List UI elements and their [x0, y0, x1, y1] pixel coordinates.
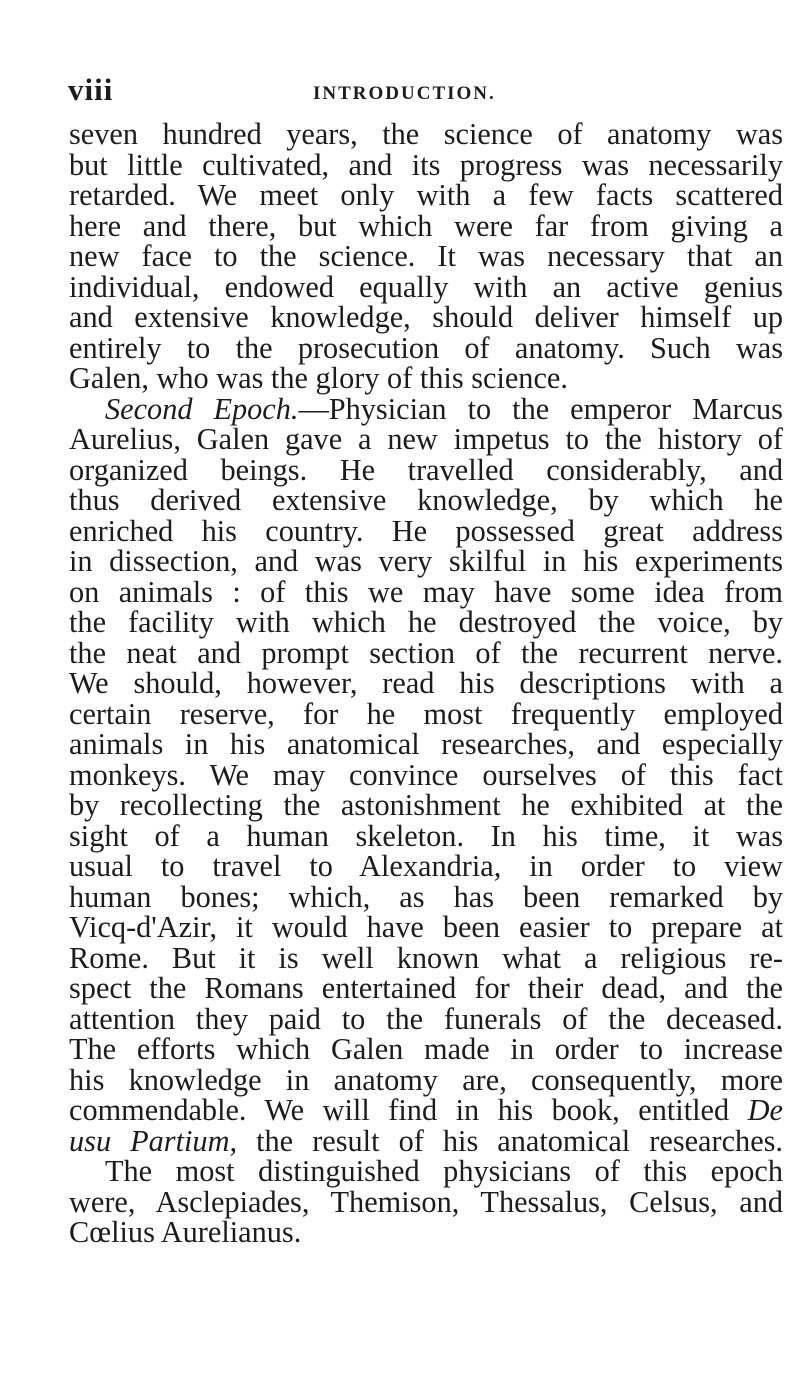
- text-line: [69, 513, 783, 548]
- italic-text: usu Partium,: [69, 1123, 238, 1158]
- line-text: Aurelius, Galen gave a new impetus to the history of: [69, 422, 783, 456]
- body-text: [69, 119, 783, 1248]
- text-line: [69, 1184, 783, 1219]
- text-line: [69, 391, 783, 426]
- text-line: [69, 757, 783, 792]
- text-line: [69, 818, 783, 853]
- line-text: retarded. We meet only with a few facts scattered: [69, 178, 783, 212]
- text-line: [69, 696, 783, 731]
- line-text: seven hundred years, the science of anatomy was: [69, 117, 783, 151]
- text-line: [69, 241, 783, 272]
- line-text: usual to travel to Alexandria, in order to view: [69, 849, 783, 883]
- text-line: [69, 330, 783, 365]
- text-line: [69, 1123, 784, 1158]
- text-line: [69, 302, 783, 333]
- text-line: [69, 790, 783, 821]
- line-text: were, Asclepiades, Themison, Thessalus, Celsus, and: [69, 1184, 783, 1219]
- line-text: and extensive knowledge, should deliver himself up: [69, 300, 783, 334]
- line-text: human bones; which, as has been remarked by: [69, 879, 783, 914]
- text-line: [69, 208, 783, 243]
- text-line: [69, 729, 783, 760]
- text-line: [69, 668, 783, 699]
- line-text: The efforts which Galen made in order to increase: [69, 1032, 783, 1066]
- text-line: [69, 1156, 783, 1187]
- line-text: Galen, who was the glory of this science.: [69, 361, 568, 395]
- text-line: [69, 1095, 783, 1126]
- line-text: the neat and prompt section of the recurrent nerve.: [69, 635, 783, 670]
- line-text: The most distinguished physicians of this epoch: [105, 1154, 783, 1188]
- text-line: [69, 119, 783, 150]
- line-text: on animals : of this we may have some idea from: [69, 574, 783, 609]
- text-line: [69, 363, 783, 394]
- line-text: the result of his anatomical researches.: [237, 1123, 784, 1158]
- text-line: [69, 851, 783, 882]
- line-text: his knowledge in anatomy are, consequently, more: [69, 1062, 783, 1097]
- text-line: [69, 1034, 783, 1065]
- line-text: spect the Romans entertained for their dead, and the: [69, 971, 783, 1005]
- page-number: viii: [68, 72, 114, 107]
- text-line: [69, 607, 783, 638]
- text-line: [69, 485, 783, 516]
- text-line: [69, 546, 783, 577]
- page-header: [68, 72, 750, 112]
- line-text: monkeys. We may convince ourselves of this fact: [69, 757, 783, 792]
- line-text: the facility with which he destroyed the voice, by: [69, 605, 783, 639]
- line-text: commendable. We will find in his book, entitled: [69, 1093, 730, 1127]
- text-line: [69, 269, 783, 304]
- line-text: organized beings. He travelled considerably, and: [69, 452, 783, 487]
- line-text: sight of a human skeleton. In his time, it was: [69, 818, 783, 853]
- line-text: —Physician to the emperor Marcus: [298, 391, 783, 426]
- line-text: new face to the science. It was necessary that an: [69, 239, 783, 273]
- italic-text: De: [747, 1093, 783, 1127]
- line-text: certain reserve, for he most frequently employed: [69, 696, 783, 731]
- text-line: [69, 424, 783, 455]
- line-text: thus derived extensive knowledge, by which he: [69, 483, 783, 517]
- text-line: [69, 452, 783, 487]
- text-line: [69, 1001, 783, 1036]
- running-title: INTRODUCTION.: [313, 83, 496, 104]
- line-text: but little cultivated, and its progress was necessarily: [69, 147, 783, 182]
- text-line: [69, 147, 783, 182]
- line-text: attention they paid to the funerals of the deceased.: [69, 1001, 783, 1036]
- line-text: Rome. But it is well known what a religious re-: [69, 940, 783, 975]
- italic-text: Second Epoch.: [105, 391, 299, 426]
- line-text: We should, however, read his descriptions with a: [69, 666, 783, 700]
- line-text: by recollecting the astonishment he exhibited at the: [69, 788, 783, 822]
- text-line: [69, 973, 783, 1004]
- line-text: entirely to the prosecution of anatomy. Such was: [69, 330, 783, 365]
- line-text: Vicq-d'Azir, it would have been easier to prepare at: [69, 910, 783, 944]
- line-text: individual, endowed equally with an active genius: [69, 269, 783, 304]
- text-line: [69, 574, 783, 609]
- text-line: [69, 180, 783, 211]
- text-line: [69, 940, 783, 975]
- line-text: Cœlius Aurelianus.: [69, 1215, 302, 1249]
- line-text: here and there, but which were far from giving a: [69, 208, 783, 243]
- text-line: [69, 879, 783, 914]
- line-text: animals in his anatomical researches, and especially: [69, 727, 783, 761]
- text-line: [69, 635, 783, 670]
- line-text: enriched his country. He possessed great address: [69, 513, 783, 548]
- text-line: [69, 1217, 783, 1248]
- text-line: [69, 912, 783, 943]
- line-text: in dissection, and was very skilful in his experiments: [69, 544, 783, 578]
- text-line: [69, 1062, 783, 1097]
